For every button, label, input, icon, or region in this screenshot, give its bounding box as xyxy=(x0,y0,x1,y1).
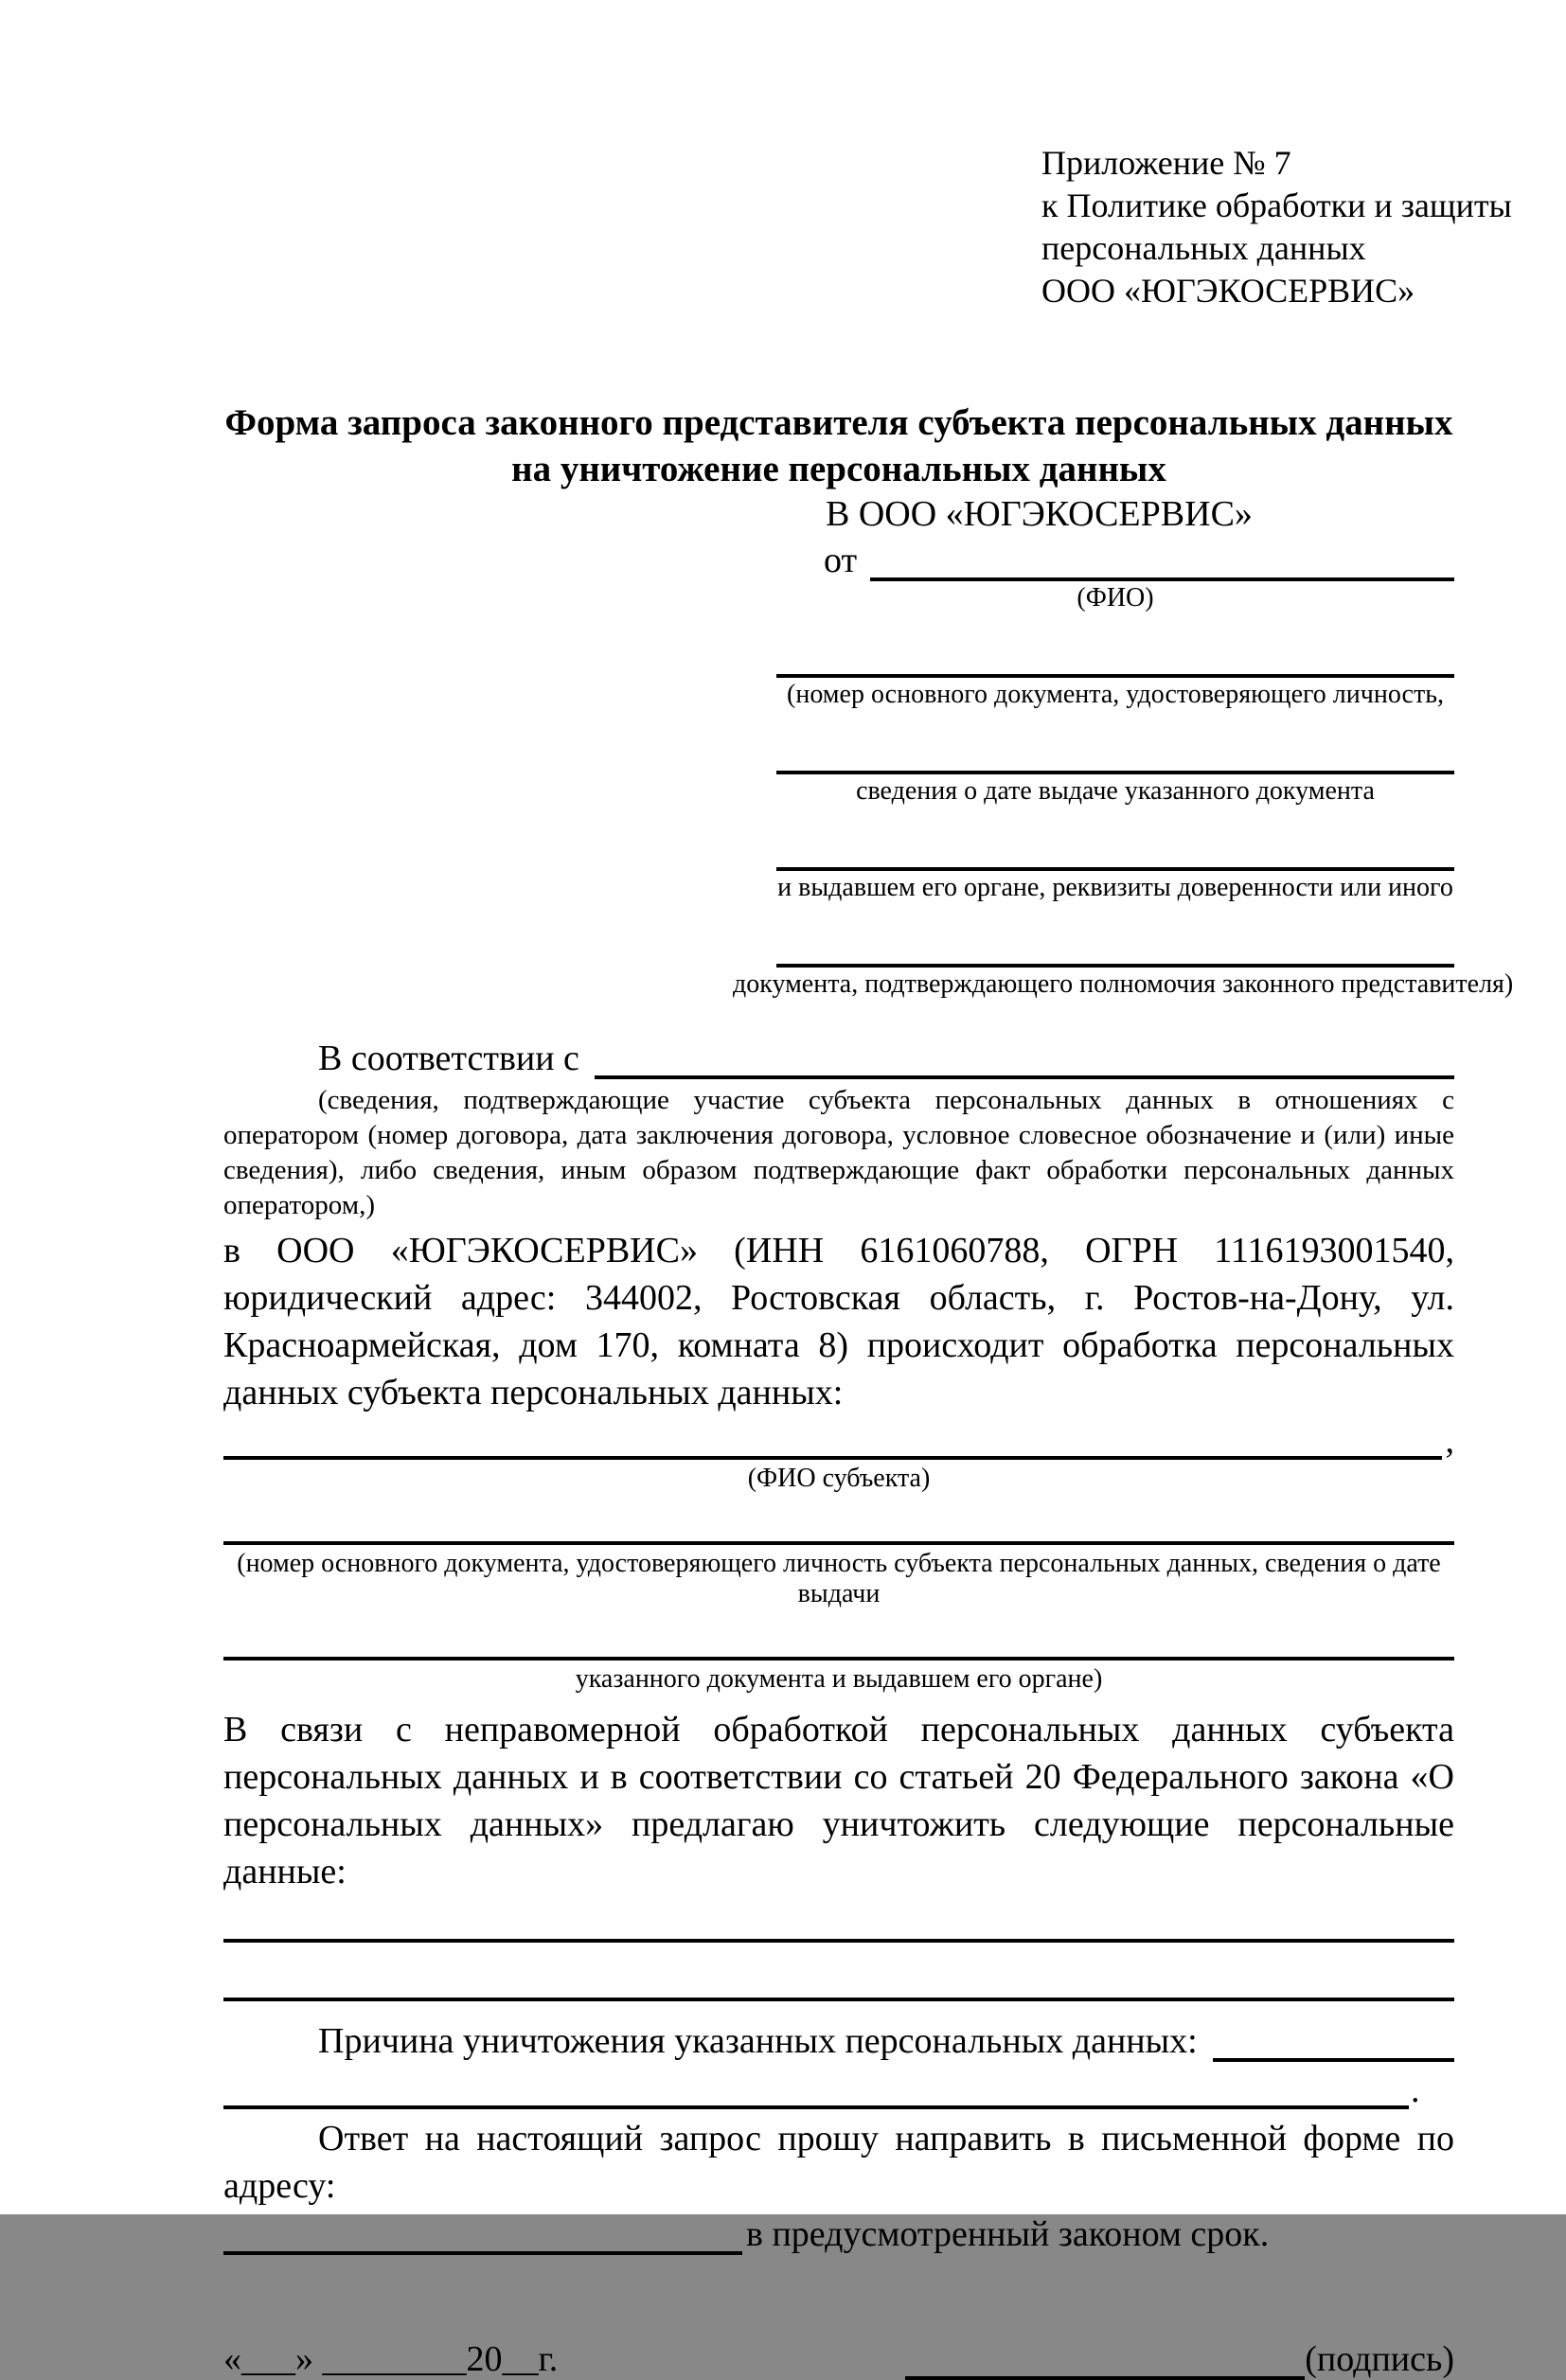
fio-caption: (ФИО) xyxy=(1077,583,1154,613)
operator-paragraph: в ООО «ЮГЭКОСЕРВИС» (ИНН 6161060788, ОГРН 1116193001540, юридический адрес: 344002, Ростовская область, г. Ростов-на-Дону, ул. Красноармейская, дом 170, комната 8) происходит обработка персональных данных субъекта персональных данных: xyxy=(223,1231,1454,1412)
from-label: от xyxy=(824,541,858,580)
signature-caption: (подпись) xyxy=(1305,2339,1454,2379)
form-title-line-1: Форма запроса законного представителя субъекта персональных данных xyxy=(224,402,1453,443)
form-title xyxy=(223,400,1454,492)
reply-paragraph: Ответ на настоящий запрос прошу направить в письменной форме по адресу: xyxy=(223,2119,1454,2206)
date-blank: «___» ________20__г. xyxy=(223,2339,559,2379)
subject-doc-fill-line-1 xyxy=(223,1507,1454,1545)
appendix-line-3: персональных данных xyxy=(1041,229,1366,267)
signature-fill-line xyxy=(905,2338,1305,2380)
from-row xyxy=(776,536,1454,581)
appendix-line-2: к Политике обработки и защиты xyxy=(1041,186,1512,224)
reason-fill-line-2 xyxy=(223,2068,1409,2109)
reply-address-row xyxy=(223,2210,1454,2255)
subject-doc-fill-line-2 xyxy=(223,1623,1454,1661)
reply-address-fill-line xyxy=(223,2213,742,2255)
reason-continuation-row xyxy=(223,2062,1454,2109)
appendix-line-1: Приложение № 7 xyxy=(1041,144,1291,182)
form-title-line-2: на уничтожение персональных данных xyxy=(511,449,1166,489)
addressee-block xyxy=(733,492,1514,1000)
reason-row xyxy=(223,2013,1454,2062)
doc-fill-line-2 xyxy=(776,738,1454,774)
doc-caption-1: (номер основного документа, удостоверяющего личность, xyxy=(787,680,1444,709)
comma-after-line: , xyxy=(1445,1421,1454,1461)
doc-fill-line-3 xyxy=(776,835,1454,871)
subject-fio-fill-line xyxy=(223,1456,1442,1460)
accordance-fill-line xyxy=(595,1075,1454,1079)
accordance-label: В соответствии с xyxy=(318,1039,579,1078)
from-fill-line xyxy=(870,577,1454,581)
signature-group xyxy=(905,2338,1454,2380)
appendix-header xyxy=(1041,142,1512,312)
subject-fio-caption: (ФИО субъекта) xyxy=(747,1464,931,1493)
footer-row xyxy=(223,2338,1454,2380)
appendix-line-4: ООО «ЮГЭКОСЕРВИС» xyxy=(1041,272,1415,310)
accordance-row xyxy=(223,1034,1454,1079)
demand-paragraph: В связи с неправомерной обработкой персональных данных субъекта персональных данных и в соответствии со статьей 20 Федерального закона «О персональных данных» предлагаю уничтожить следующие персональные данные: xyxy=(223,1710,1454,1892)
subject-fio-row xyxy=(223,1416,1454,1460)
reason-label: Причина уничтожения указанных персональных данных: xyxy=(318,2021,1198,2061)
doc-caption-4: документа, подтверждающего полномочия законного представителя) xyxy=(733,969,1514,999)
doc-fill-line-1 xyxy=(776,642,1454,678)
reply-tail: в предусмотренный законом срок. xyxy=(746,2214,1270,2254)
data-fill-line-1 xyxy=(223,1905,1454,1943)
period-after-line: . xyxy=(1411,2070,1420,2110)
doc-fill-line-4 xyxy=(776,932,1454,968)
accordance-note: (сведения, подтверждающие участие субъекта персональных данных в отношениях с оператором (номер договора, дата заключения договора, условное словесное обозначение и (или) иные сведения), либо сведения, иным образом подтверждающие факт обработки персональных данных оператором,) xyxy=(223,1085,1454,1220)
subject-doc-caption-2: указанного документа и выдавшем его органе) xyxy=(575,1664,1103,1694)
subject-doc-caption-1: (номер основного документа, удостоверяющего личность субъекта персональных данных, сведения о дате выдачи xyxy=(237,1549,1441,1608)
doc-caption-2: сведения о дате выдаче указанного документа xyxy=(856,776,1375,806)
addressee-org: В ООО «ЮГЭКОСЕРВИС» xyxy=(826,494,1253,534)
doc-caption-3: и выдавшем его органе, реквизиты доверенности или иного xyxy=(777,873,1453,902)
data-fill-line-2 xyxy=(223,1963,1454,2001)
reason-fill-line xyxy=(1213,2058,1454,2062)
